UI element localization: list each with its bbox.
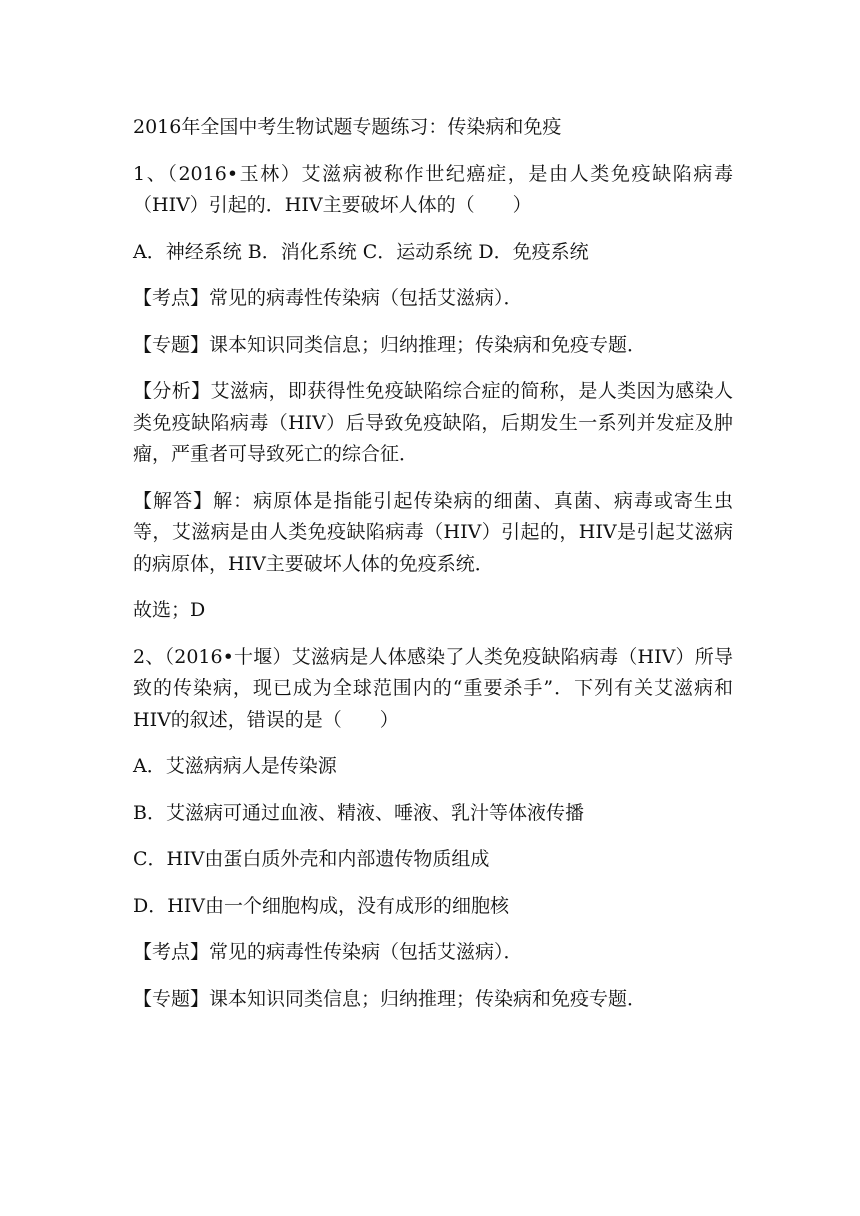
question-1-kaodian: 【考点】常见的病毒性传染病（包括艾滋病）． [133, 287, 523, 309]
question-2-option-c: C．HIV由蛋白质外壳和内部遗传物质组成 [133, 848, 490, 870]
question-2-option-d: D．HIV由一个细胞构成，没有成形的细胞核 [133, 894, 510, 917]
question-2-stem: 2、（2016•十堰）艾滋病是人体感染了人类免疫缺陷病毒（HIV）所导致的传染病，现已成为全球范围内的“重要杀手”．下列有关艾滋病和HIV的叙述，错误的是（ ） [133, 645, 733, 731]
question-1-zhuanti: 【专题】课本知识同类信息；归纳推理；传染病和免疫专题． [133, 333, 647, 356]
question-1-stem: 1、（2016•玉林）艾滋病被称作世纪癌症，是由人类免疫缺陷病毒（HIV）引起的．HIV主要破坏人体的（ ） [133, 162, 733, 216]
question-2-zhuanti: 【专题】课本知识同类信息；归纳推理；传染病和免疫专题． [133, 987, 647, 1010]
question-2-option-a: A．艾滋病病人是传染源 [133, 755, 337, 777]
document-body [133, 112, 733, 1030]
question-2-option-b: B．艾滋病可通过血液、精液、唾液、乳汁等体液传播 [133, 801, 584, 824]
question-1-fenxi: 【分析】艾滋病，即获得性免疫缺陷综合症的简称，是人类因为感染人类免疫缺陷病毒（HIV）后导致免疫缺陷，后期发生一系列并发症及肿瘤，严重者可导致死亡的综合征． [133, 380, 733, 465]
document-title: 2016年全国中考生物试题专题练习：传染病和免疫 [133, 116, 562, 138]
question-1-jieda: 【解答】解：病原体是指能引起传染病的细菌、真菌、病毒或寄生虫等，艾滋病是由人类免疫缺陷病毒（HIV）引起的，HIV是引起艾滋病的病原体，HIV主要破坏人体的免疫系统． [133, 489, 733, 575]
question-1-answer: 故选；D [133, 599, 206, 621]
question-2-kaodian: 【考点】常见的病毒性传染病（包括艾滋病）． [133, 941, 523, 963]
question-1-options: A．神经系统 B．消化系统 C．运动系统 D．免疫系统 [133, 240, 589, 263]
